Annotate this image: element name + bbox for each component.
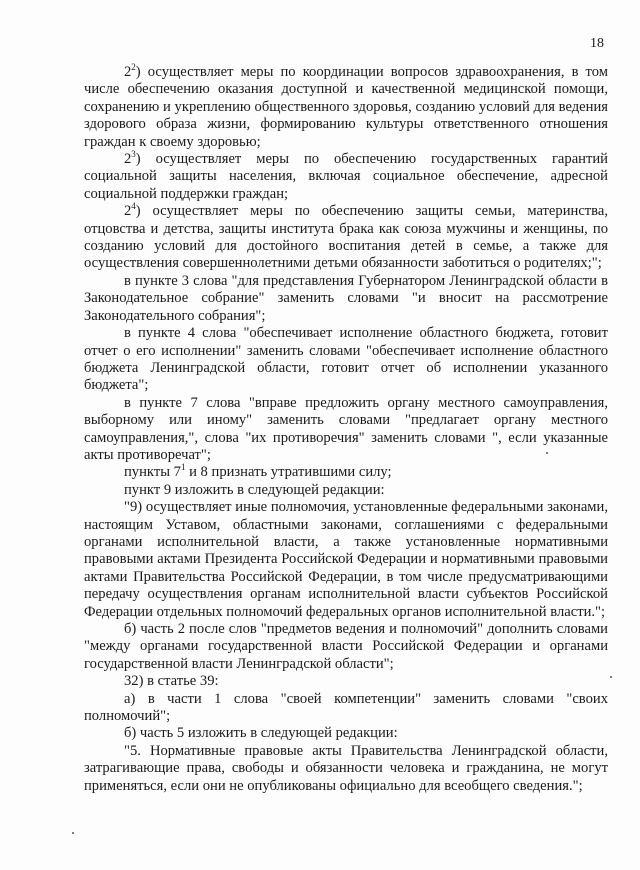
paragraph-text: в пункте 7 слова "вправе предложить органу местного самоуправления, выборному или иному" заменить словами "предлагает органу местного самоуправления,", слова "их противоречия" заменить словами ", если указанные акты противоречат"; [84,394,608,463]
superscript: 3 [131,149,136,160]
paragraph [84,273,608,325]
paragraph [84,203,608,273]
paragraph [84,151,608,203]
paragraph-text: ) осуществляет меры по координации вопросов здравоохранения, в том числе обеспечению оказания доступной и качественной медицинской помощи, сохранению и укреплению общественного здоровья, созданию условий для ведения здорового образа жизни, формированию культуры ответственного отношения граждан к своему здоровью; [84,64,608,150]
paragraph [84,621,608,673]
paragraph-text: "9) осуществляет иные полномочия, установленные федеральными законами, настоящим Уставом, областными законами, соглашениями с федеральными органами исполнительной власти, а также установленные нормативными правовыми актами Президента Российской Федерации и нормативными правовыми актами Правительства Российской Федерации, в том числе предусматривающими передачу осуществления органам исполнительной власти субъектов Российской Федерации отдельных полномочий федеральных органов исполнительной власти."; [84,499,608,620]
paragraph [84,743,608,795]
item-number: пункты 7 [124,464,181,481]
paragraph-text: б) часть 2 после слов "предметов ведения и полномочий" дополнить словами "между органами государственной власти Российской Федерации и органами государственной власти Ленинградской области"; [84,621,608,672]
paragraph-text: пункт 9 изложить в следующей редакции: [124,481,385,498]
paragraph-text: ) осуществляет меры по обеспечению защиты семьи, материнства, отцовства и детства, защиты института брака как союза мужчины и женщины, по созданию условий для достойного воспитания детей в семье, а также для осуществления совершеннолетними детьми обязанности заботиться о родителях;"; [84,203,608,272]
paragraph [84,725,608,742]
paragraph-text: 32) в статье 39: [124,673,219,690]
paragraph [84,325,608,395]
superscript: 4 [131,201,136,212]
document-body [84,64,608,795]
paragraph [84,464,608,481]
paragraph-text: в пункте 4 слова "обеспечивает исполнение областного бюджета, готовит отчет о его исполнении" заменить словами "обеспечивает исполнение областного бюджета Ленинградской области, готовит отчет об исполнении указанного бюджета"; [84,325,608,394]
paragraph-text: и 8 признать утратившими силу; [185,464,392,481]
paragraph [84,499,608,621]
scan-speck [546,452,548,454]
paragraph-text: "5. Нормативные правовые акты Правительства Ленинградской области, затрагивающие права, свободы и обязанности человека и гражданина, не могут применяться, если они не опубликованы официально для всеобщего сведения."; [84,742,608,794]
scan-speck [610,676,612,678]
paragraph [84,482,608,499]
paragraph-text: б) часть 5 изложить в следующей редакции: [124,725,398,742]
item-number: 2 [124,64,132,80]
paragraph-text: ) осуществляет меры по обеспечению государственных гарантий социальной защиты населения, включая социальное обеспечение, адресной социальной поддержки граждан; [84,151,608,202]
paragraph [84,673,608,690]
paragraph-text: а) в части 1 слова "своей компетенции" заменить словами "своих полномочий"; [84,690,608,725]
item-number: 2 [124,203,132,220]
paragraph [84,64,608,151]
paragraph-text: в пункте 3 слова "для представления Губернатором Ленинградской области в Законодательное собрание" заменить словами "и вносит на рассмотрение Законодательного собрания"; [84,272,608,324]
page-number: 18 [590,36,604,51]
superscript: 1 [180,462,186,473]
paragraph [84,395,608,465]
scan-speck [72,832,74,834]
superscript: 2 [131,62,136,73]
item-number: 2 [124,151,132,168]
paragraph [84,691,608,726]
